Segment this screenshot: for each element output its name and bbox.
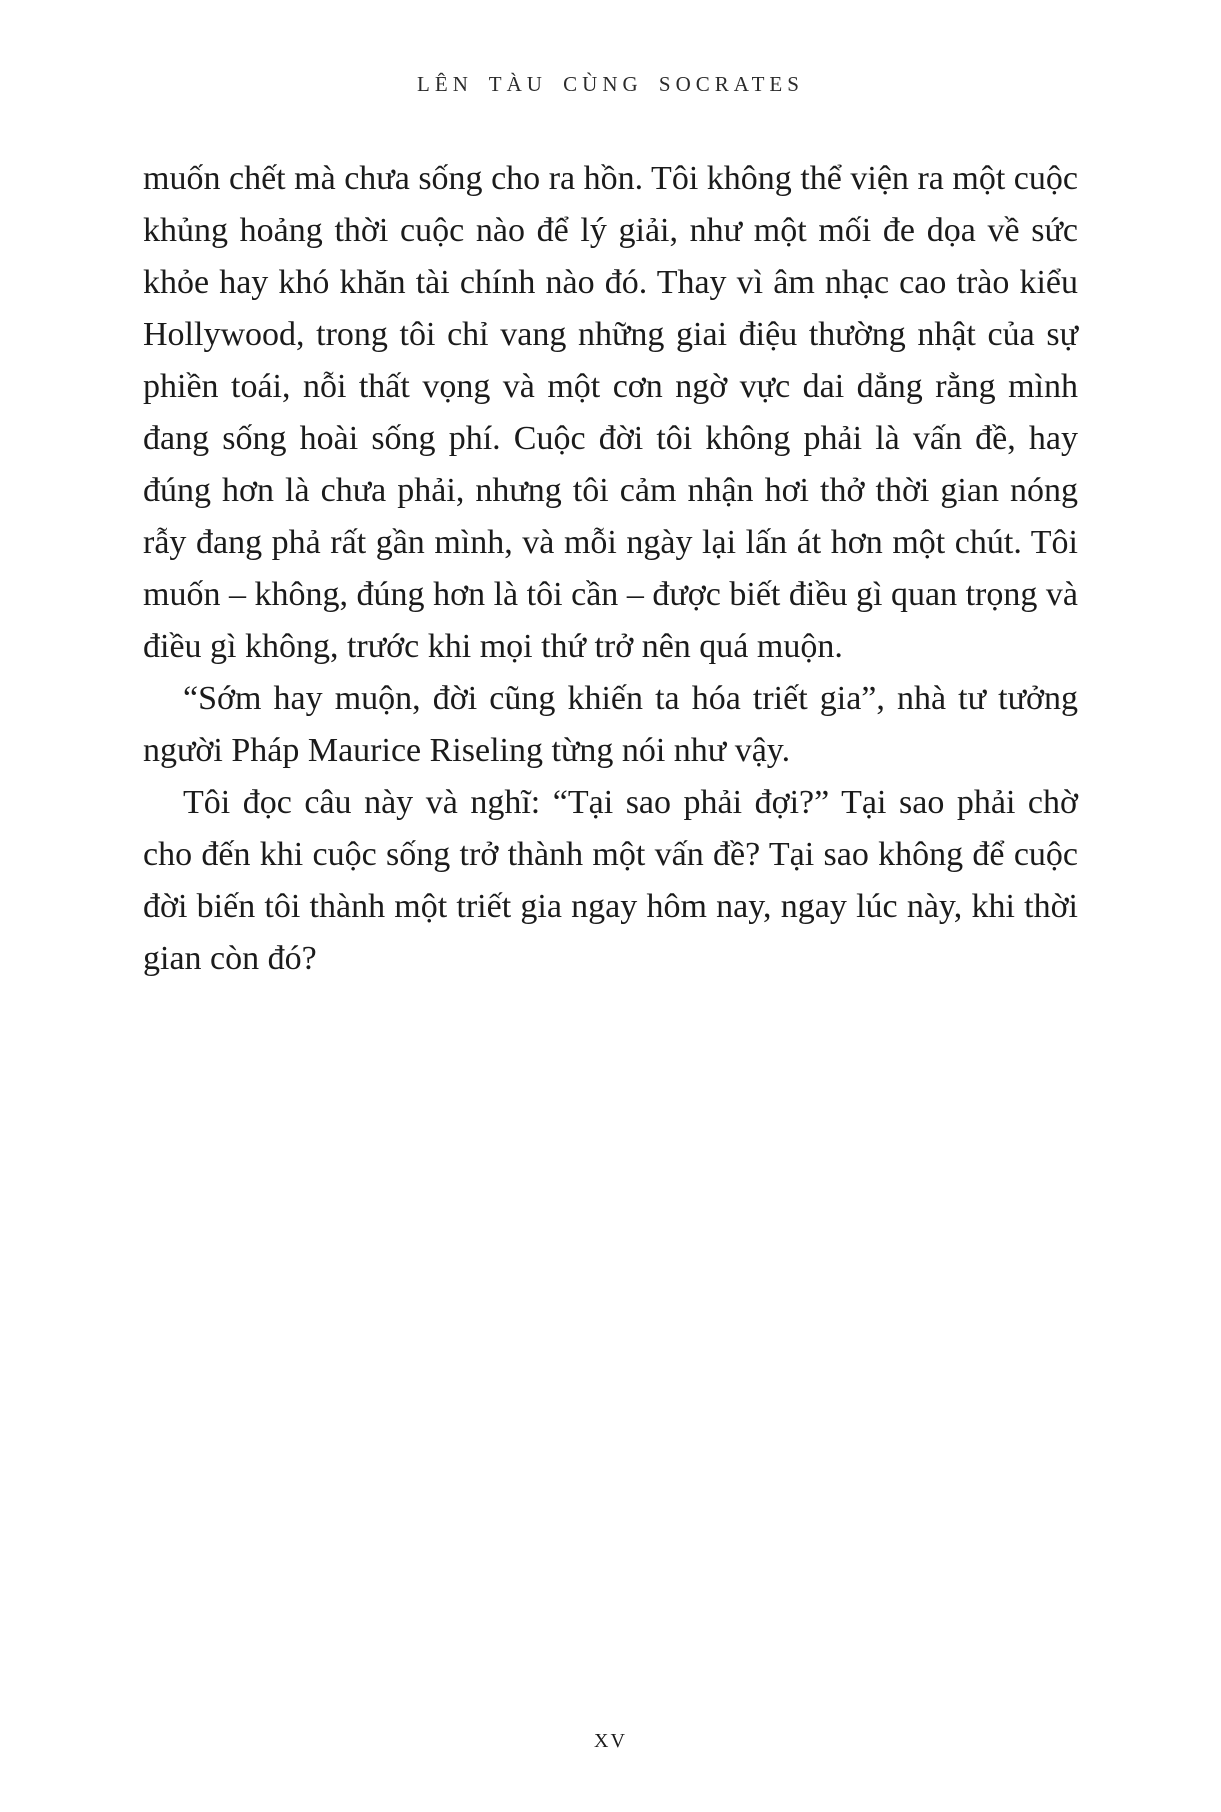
page-body xyxy=(143,153,1078,985)
paragraph-quote: “Sớm hay muộn, đời cũng khiến ta hóa triết gia”, nhà tư tưởng người Pháp Maurice Riseling từng nói như vậy. xyxy=(143,680,1078,769)
running-header: LÊN TÀU CÙNG SOCRATES xyxy=(417,72,804,96)
paragraph-continued: muốn chết mà chưa sống cho ra hồn. Tôi không thể viện ra một cuộc khủng hoảng thời cuộc nào để lý giải, như một mối đe dọa về sức khỏe hay khó khăn tài chính nào đó. Thay vì âm nhạc cao trào kiểu Hollywood, trong tôi chỉ vang những giai điệu thường nhật của sự phiền toái, nỗi thất vọng và một cơn ngờ vực dai dẳng rằng mình đang sống hoài sống phí. Cuộc đời tôi không phải là vấn đề, hay đúng hơn là chưa phải, nhưng tôi cảm nhận hơi thở thời gian nóng rẫy đang phả rất gần mình, và mỗi ngày lại lấn át hơn một chút. Tôi muốn – không, đúng hơn là tôi cần – được biết điều gì quan trọng và điều gì không, trước khi mọi thứ trở nên quá muộn. xyxy=(143,160,1078,665)
page-number: XV xyxy=(594,1730,627,1752)
paragraph-reflection: Tôi đọc câu này và nghĩ: “Tại sao phải đợi?” Tại sao phải chờ cho đến khi cuộc sống trở thành một vấn đề? Tại sao không để cuộc đời biến tôi thành một triết gia ngay hôm nay, ngay lúc này, khi thời gian còn đó? xyxy=(143,784,1078,977)
